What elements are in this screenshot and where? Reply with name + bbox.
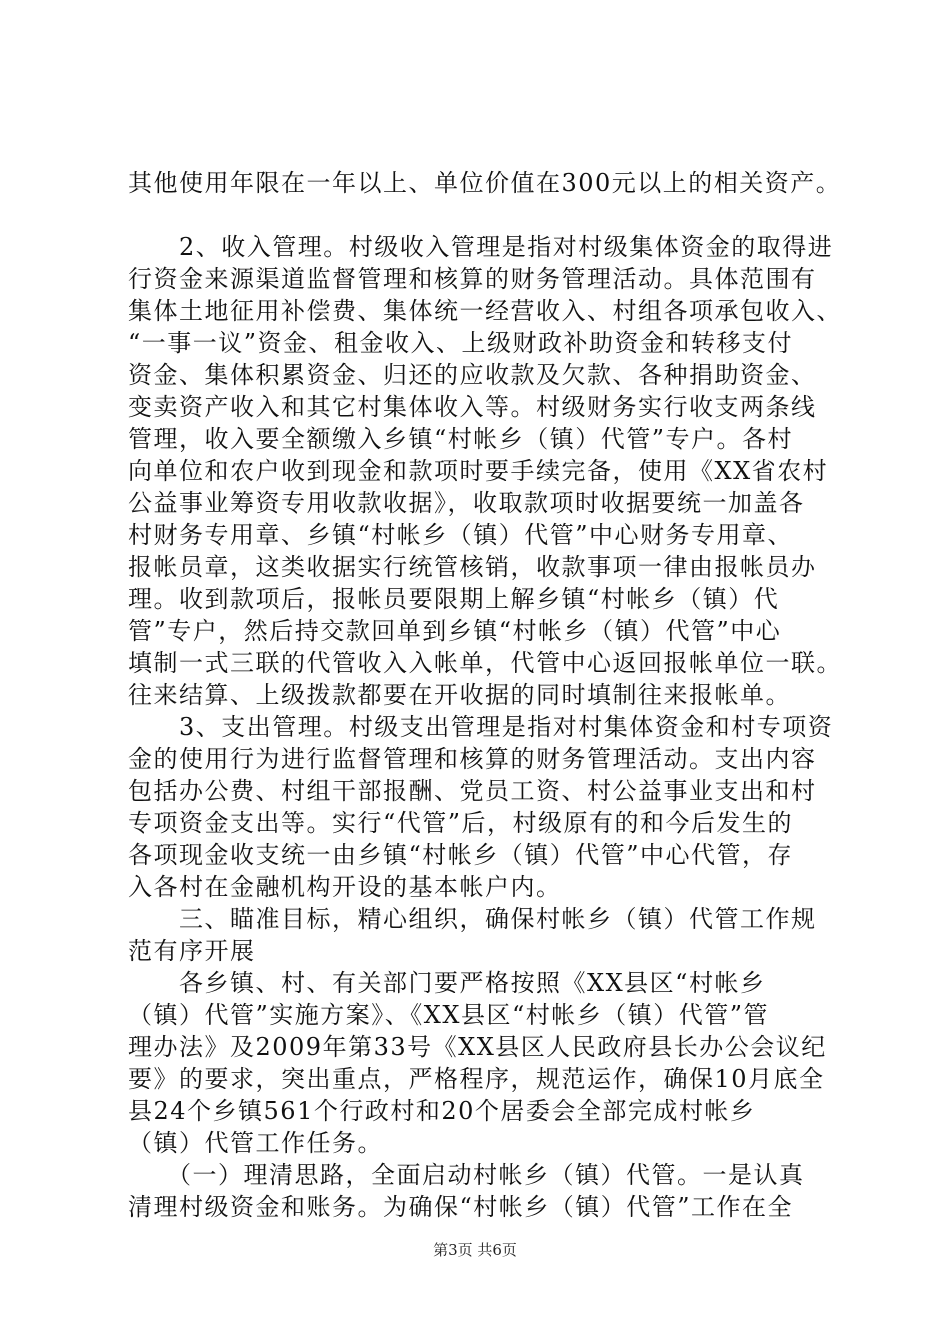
text-line: 理办法》及2009年第33号《XX县区人民政府县长办公会议纪 [128,1033,827,1061]
text-line: （一）理清思路，全面启动村帐乡（镇）代管。一是认真 [128,1161,805,1189]
text-line: 三、瞄准目标，精心组织，确保村帐乡（镇）代管工作规 [128,905,817,933]
text-line: 公益事业筹资专用收款收据》，收取款项时收据要统一加盖各 [128,489,805,517]
text-line: （镇）代管”实施方案》、《XX县区“村帐乡（镇）代管”管 [128,1001,769,1029]
text-line: （镇）代管工作任务。 [128,1129,383,1157]
text-line: 包括办公费、村组干部报酬、党员工资、村公益事业支出和村 [128,777,817,805]
text-line: 管”专户，然后持交款回单到乡镇“村帐乡（镇）代管”中心 [128,617,782,645]
opening-paragraph-tail [128,167,842,199]
text-line: 填制一式三联的代管收入入帐单，代管中心返回报帐单位一联。 [128,649,842,677]
text-line: 县24个乡镇561个行政村和20个居委会全部完成村帐乡 [128,1097,756,1125]
document-body [128,231,842,1223]
text-line: 清理村级资金和账务。为确保“村帐乡（镇）代管”工作在全 [128,1193,794,1221]
text-line: 各项现金收支统一由乡镇“村帐乡（镇）代管”中心代管，存 [128,841,794,869]
text-line: 村财务专用章、乡镇“村帐乡（镇）代管”中心财务专用章、 [128,521,794,549]
text-line: 理。收到款项后，报帐员要限期上解乡镇“村帐乡（镇）代 [128,585,780,613]
text-line: 要》的要求，突出重点，严格程序，规范运作，确保10月底全 [128,1065,825,1093]
text-line: 资金、集体积累资金、归还的应收款及欠款、各种捐助资金、 [128,361,817,389]
text-line: 2、收入管理。村级收入管理是指对村级集体资金的取得进 [128,233,834,261]
text-line: 行资金来源渠道监督管理和核算的财务管理活动。具体范围有 [128,265,817,293]
text-line: 范有序开展 [128,937,256,965]
text-line: 管理，收入要全额缴入乡镇“村帐乡（镇）代管”专户。各村 [128,425,794,453]
text-line: 其他使用年限在一年以上、单位价值在300元以上的相关资产。 [128,169,842,197]
text-line: 入各村在金融机构开设的基本帐户内。 [128,873,562,901]
text-line: 往来结算、上级拨款都要在开收据的同时填制往来报帐单。 [128,681,791,709]
text-line: “一事一议”资金、租金收入、上级财政补助资金和转移支付 [128,329,794,357]
text-line: 专项资金支出等。实行“代管”后，村级原有的和今后发生的 [128,809,794,837]
page-number-footer: 第3页 共6页 [433,1241,517,1259]
text-line: 各乡镇、村、有关部门要严格按照《XX县区“村帐乡 [128,969,766,997]
text-line: 集体土地征用补偿费、集体统一经营收入、村组各项承包收入、 [128,297,842,325]
text-line: 金的使用行为进行监督管理和核算的财务管理活动。支出内容 [128,745,817,773]
text-line: 报帐员章，这类收据实行统管核销，收款事项一律由报帐员办 [128,553,817,581]
text-line: 向单位和农户收到现金和款项时要手续完备，使用《XX省农村 [128,457,829,485]
text-line: 3、支出管理。村级支出管理是指对村集体资金和村专项资 [128,713,834,741]
text-line: 变卖资产收入和其它村集体收入等。村级财务实行收支两条线 [128,393,817,421]
